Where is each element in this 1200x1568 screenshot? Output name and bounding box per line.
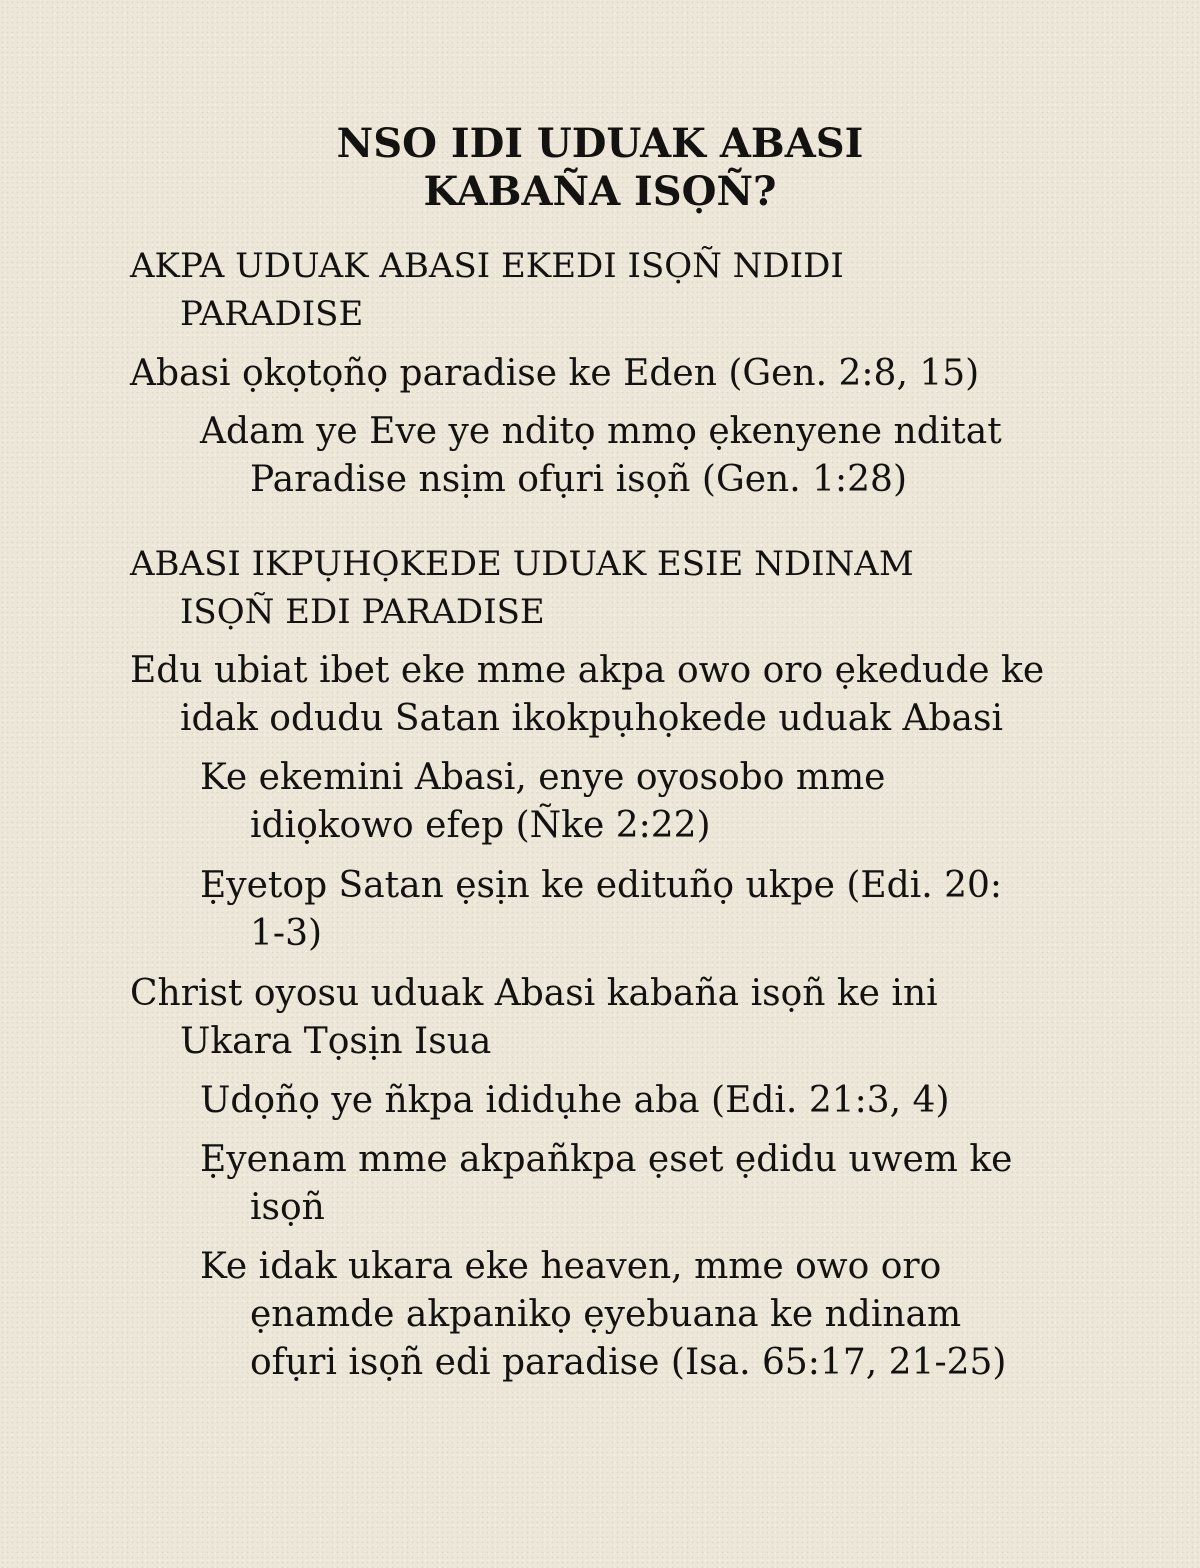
outline-subpoint-cont: idiọkowo efep (Ñke 2:22): [250, 805, 711, 846]
outline-point: Christ oyosu uduak Abasi kabaña isọñ ke ini: [130, 973, 938, 1014]
title-line-2: KABAÑA ISỌÑ?: [423, 168, 777, 215]
section-heading-2: ABASI IKPỤHỌKEDE UDUAK ESIE NDINAM: [130, 544, 914, 584]
section-heading-1: AKPA UDUAK ABASI EKEDI ISỌÑ NDIDI: [130, 246, 844, 286]
outline-point: Edu ubiat ibet eke mme akpa owo oro ẹkedude ke: [130, 650, 1045, 691]
outline-subpoint-cont: ẹnamde akpanikọ ẹyebuana ke ndinam: [250, 1294, 962, 1335]
outline-subpoint-cont: ofụri isọñ edi paradise (Isa. 65:17, 21-25): [250, 1342, 1007, 1383]
title-line-1: NSO IDI UDUAK ABASI: [336, 120, 864, 167]
outline-subpoint: Ke ekemini Abasi, enye oyosobo mme: [200, 757, 886, 798]
outline-subpoint: Udọñọ ye ñkpa ididụhe aba (Edi. 21:3, 4): [200, 1080, 950, 1121]
outline-subpoint: Ẹyetop Satan ẹsịn ke edituñọ ukpe (Edi. 20:: [200, 865, 1003, 906]
section-heading-2-cont: ISỌÑ EDI PARADISE: [180, 592, 545, 632]
outline-subpoint-cont: Paradise nsịm ofụri isọñ (Gen. 1:28): [250, 459, 907, 500]
section-heading-1-cont: PARADISE: [180, 294, 364, 334]
outline-subpoint-cont: isọñ: [250, 1187, 325, 1228]
outline-subpoint: Ke idak ukara eke heaven, mme owo oro: [200, 1246, 942, 1287]
outline-point: Abasi ọkọtọñọ paradise ke Eden (Gen. 2:8, 15): [130, 353, 980, 394]
outline-subpoint: Adam ye Eve ye nditọ mmọ ẹkenyene nditat: [200, 411, 1002, 452]
page-title: [0, 120, 1200, 216]
outline-point-cont: idak odudu Satan ikokpụhọkede uduak Abasi: [180, 698, 1003, 739]
outline-point-cont: Ukara Tọsịn Isua: [180, 1021, 492, 1062]
outline-subpoint-cont: 1-3): [250, 913, 323, 954]
outline-subpoint: Ẹyenam mme akpañkpa ẹset ẹdidu uwem ke: [200, 1139, 1013, 1180]
